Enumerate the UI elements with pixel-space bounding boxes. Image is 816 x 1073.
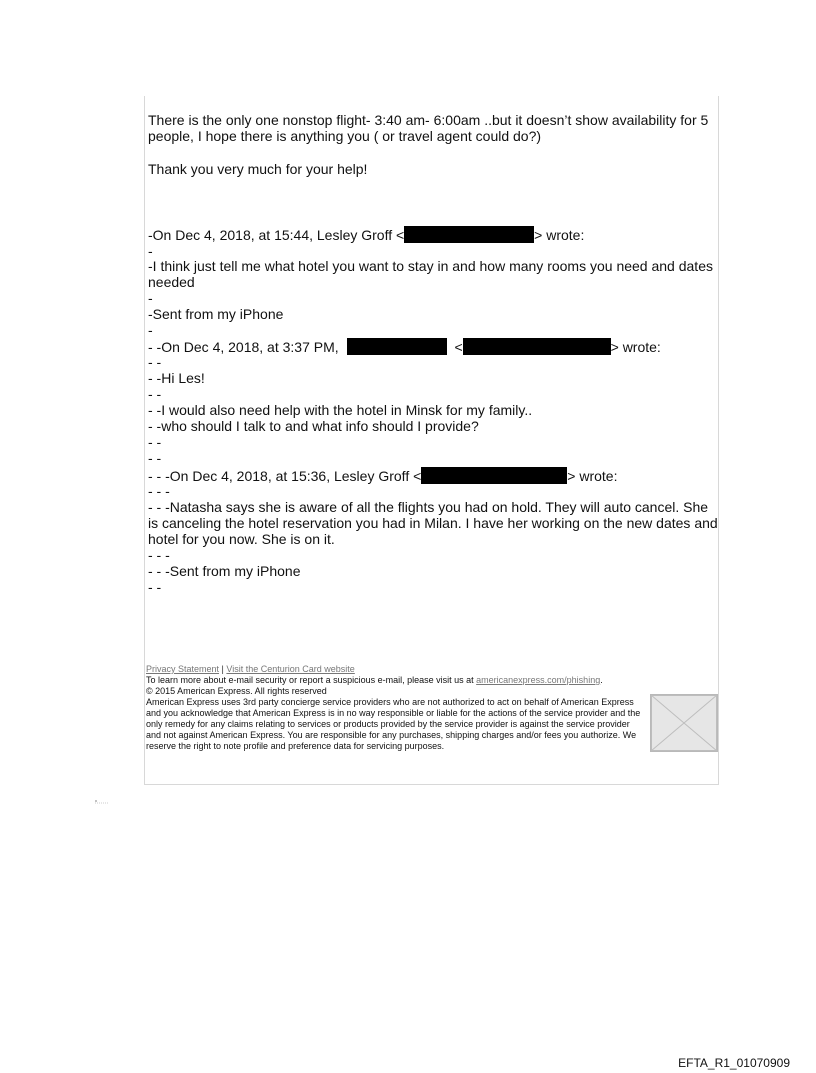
reply-header: [148, 467, 617, 484]
quote-dash: - -: [148, 354, 162, 370]
quote-dash: -: [148, 290, 153, 306]
scan-artifact-mark: [95, 800, 109, 804]
email-footer: [146, 664, 716, 752]
security-notice-text: To learn more about e-mail security or report a suspicious e-mail, please visit us at: [146, 675, 477, 685]
greeting-line: - -Hi Les!: [148, 370, 205, 386]
reply-body-line: needed: [148, 274, 195, 290]
quote-dash: - -: [148, 579, 162, 595]
reply-body-line: - -who should I talk to and what info should I provide?: [148, 418, 479, 434]
intro-line: There is the only one nonstop flight- 3:40 am- 6:00am ..but it doesn’t show availability for 5: [148, 112, 709, 128]
thanks-line: Thank you very much for your help!: [148, 161, 368, 177]
reply-header-text: > wrote:: [534, 227, 585, 243]
security-notice: [146, 675, 716, 686]
reply-header-text: > wrote:: [567, 468, 618, 484]
intro-line: people, I hope there is anything you ( or travel agent could do?): [148, 128, 542, 144]
quote-dash: -: [148, 322, 153, 338]
reply-header-text: > wrote:: [610, 339, 661, 355]
redaction-bar: [421, 467, 567, 484]
quote-dash: - -: [148, 450, 162, 466]
broken-image-icon: [650, 694, 718, 752]
reply-header-text: <: [454, 339, 463, 355]
reply-header-text: - -On Dec 4, 2018, at 3:37 PM,: [148, 339, 339, 355]
reply-body-line: -I think just tell me what hotel you want to stay in and how many rooms you need and dates: [148, 258, 713, 274]
quote-dash: - - -: [148, 483, 170, 499]
redaction-bar: [404, 226, 534, 243]
reply-header-text: -On Dec 4, 2018, at 15:44, Lesley Groff <: [148, 227, 405, 243]
phishing-link[interactable]: americanexpress.com/phishing: [476, 675, 601, 685]
reply-body-line: - -I would also need help with the hotel in Minsk for my family..: [148, 402, 533, 418]
quote-dash: - -: [148, 386, 162, 402]
reply-header: [148, 338, 661, 355]
quote-dash: - - -: [148, 547, 170, 563]
copyright: © 2015 American Express. All rights reserved: [146, 686, 327, 696]
reply-body-line: hotel for you now. She is on it.: [148, 531, 335, 547]
disclaimer-text: American Express uses 3rd party concierge service providers who are not authorized to act on behalf of American Express and you acknowledge that American Express is in no way responsible or liable for the actions of the service provider and the only remedy for any claims relating to services or products provided by the service provider is against the service provider and not against American Express. You are responsible for any purchases, shipping charges and/or fees you authorize. We reserve the right to note profile and preference data for servicing purposes.: [146, 697, 641, 751]
quote-dash: - -: [148, 434, 162, 450]
document-id: EFTA_R1_01070909: [678, 1056, 790, 1070]
reply-body-line: - - -Natasha says she is aware of all the flights you had on hold. They will auto cancel. She: [148, 499, 709, 515]
broken-image-placeholder-icon: [651, 695, 717, 751]
reply-body-line: is canceling the hotel reservation you had in Milan. I have her working on the new dates and: [148, 515, 718, 531]
redaction-bar: [347, 338, 447, 355]
link-separator: |: [221, 664, 224, 674]
reply-header-text: - - -On Dec 4, 2018, at 15:36, Lesley Groff <: [148, 468, 422, 484]
footer-links: [146, 664, 716, 675]
security-notice-text: .: [600, 675, 603, 685]
redaction-bar: [463, 338, 611, 355]
reply-header: [148, 226, 584, 243]
sent-from-line: -Sent from my iPhone: [148, 306, 284, 322]
centurion-card-link[interactable]: Visit the Centurion Card website: [226, 664, 355, 674]
privacy-statement-link[interactable]: Privacy Statement: [146, 664, 220, 674]
quote-dash: -: [148, 243, 153, 259]
sent-from-line: - - -Sent from my iPhone: [148, 563, 301, 579]
